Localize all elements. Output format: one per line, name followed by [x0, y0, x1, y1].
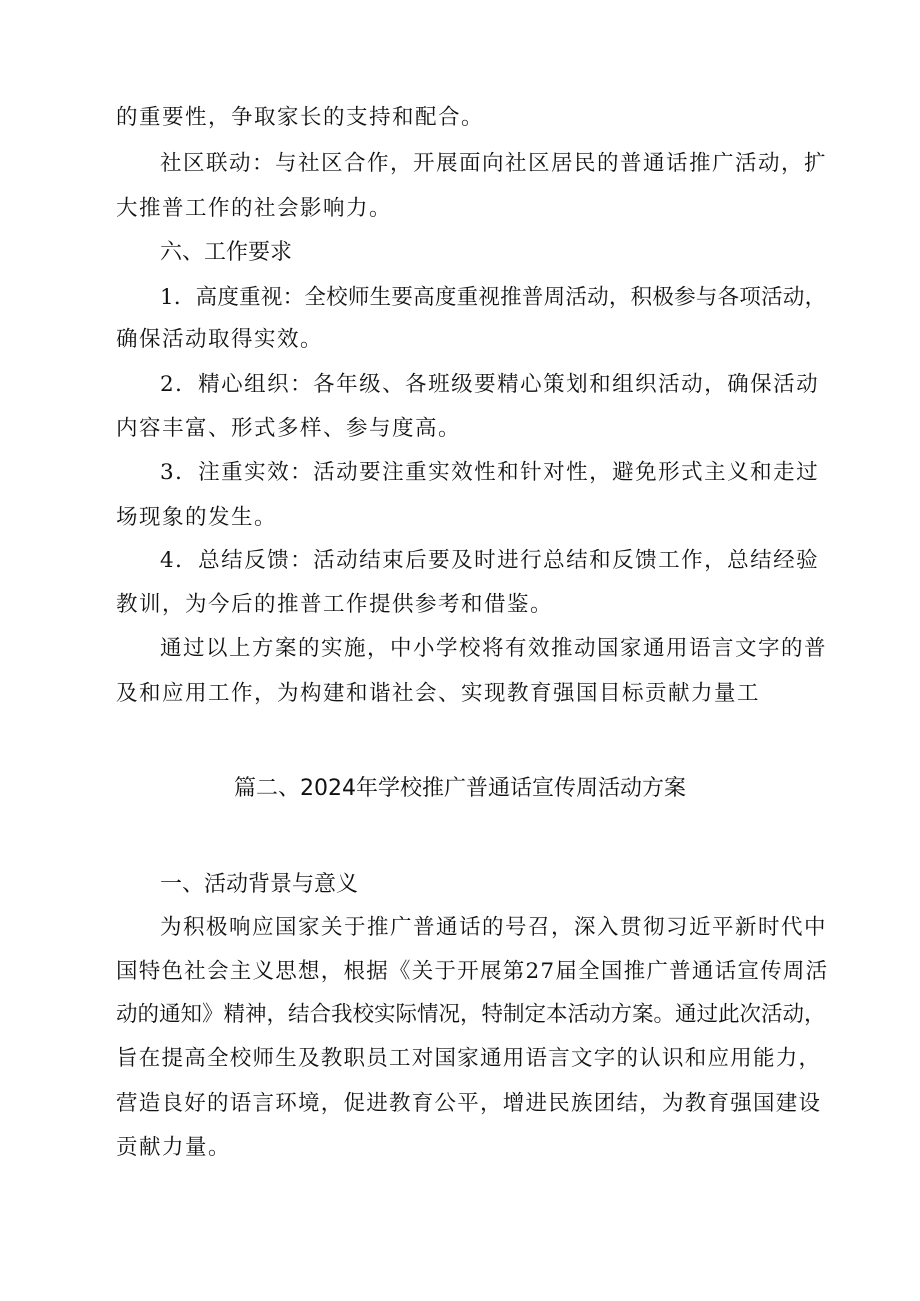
background-line: 贡献力量。	[116, 1135, 232, 1160]
background-line: 营造良好的语言环境，促进教育公平，增进民族团结，为教育强国建设	[116, 1091, 822, 1116]
article-title: 篇二、2024年学校推广普通话宣传周活动方案	[234, 776, 686, 801]
paragraph-line: 社区联动：与社区合作，开展面向社区居民的普通话推广活动，扩	[160, 151, 828, 176]
background-line: 为积极响应国家关于推广普通话的号召，深入贯彻习近平新时代中	[160, 915, 828, 940]
background-line: 旨在提高全校师生及教职员工对国家通用语言文字的认识和应用能力，	[116, 1046, 822, 1071]
requirement-3-line: 3．注重实效：活动要注重实效性和针对性，避免形式主义和走过	[160, 460, 820, 485]
section-heading-6: 六、工作要求	[160, 240, 293, 265]
requirement-1-line: 确保活动取得实效。	[116, 327, 324, 352]
conclusion-line: 通过以上方案的实施，中小学校将有效推动国家通用语言文字的普	[160, 636, 828, 661]
requirement-2-line: 内容丰富、形式多样、参与度高。	[116, 416, 462, 441]
requirement-2-line: 2．精心组织：各年级、各班级要精心策划和组织活动，确保活动	[160, 372, 820, 397]
paragraph-line: 大推普工作的社会影响力。	[116, 196, 393, 221]
requirement-4-line: 教训，为今后的推普工作提供参考和借鉴。	[116, 592, 554, 617]
paragraph-line: 的重要性，争取家长的支持和配合。	[116, 105, 485, 130]
background-line: 国特色社会主义思想，根据《关于开展第27届全国推广普通话宣传周活	[116, 959, 829, 984]
requirement-3-line: 场现象的发生。	[116, 505, 278, 530]
requirement-4-line: 4．总结反馈：活动结束后要及时进行总结和反馈工作，总结经验	[160, 548, 820, 573]
section-heading-1: 一、活动背景与意义	[160, 872, 359, 897]
requirement-1-line: 1．高度重视：全校师生要高度重视推普周活动，积极参与各项活动，	[160, 285, 827, 310]
background-line: 动的通知》精神，结合我校实际情况，特制定本活动方案。通过此次活动，	[116, 1002, 826, 1027]
conclusion-line: 及和应用工作，为构建和谐社会、实现教育强国目标贡献力量工	[116, 681, 761, 706]
